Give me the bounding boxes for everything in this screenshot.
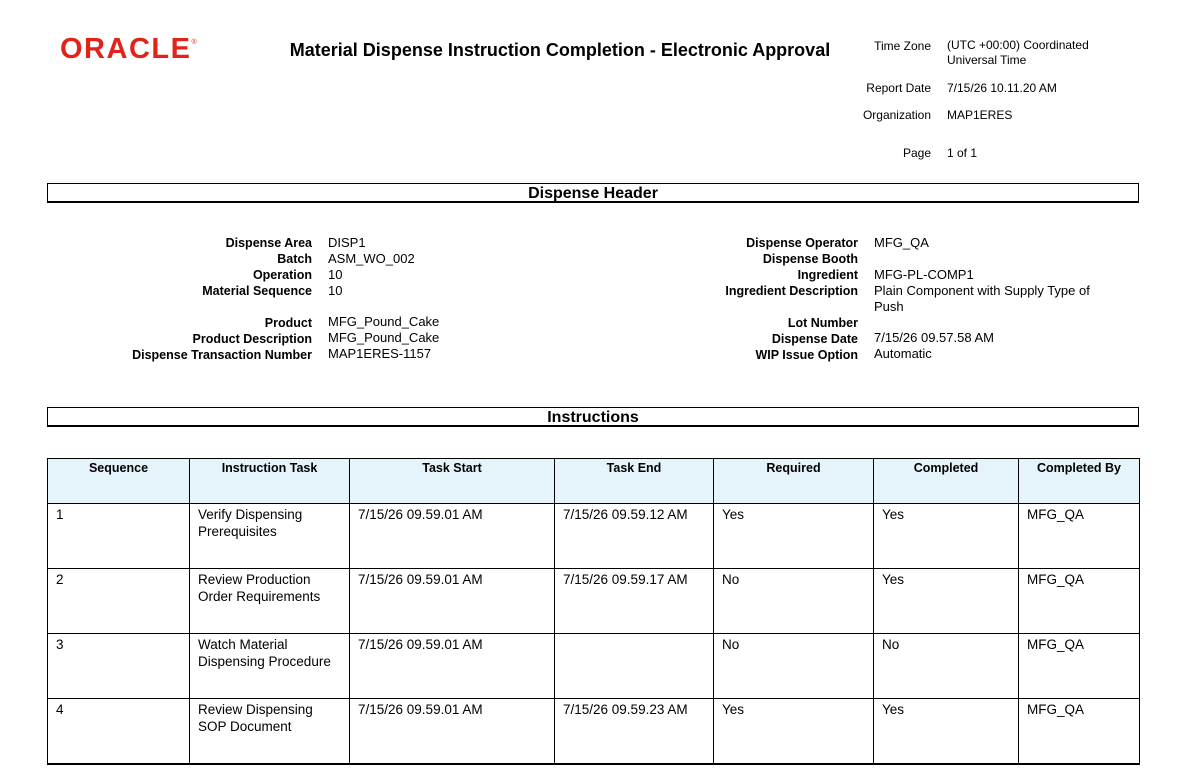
batch-label: Batch [277, 252, 312, 266]
report-date-label: Report Date [866, 81, 931, 95]
cell-task-start: 7/15/26 09.59.01 AM [350, 569, 555, 634]
cell-task-end: 7/15/26 09.59.23 AM [555, 699, 714, 765]
oracle-logo [60, 35, 197, 64]
table-row [48, 699, 1140, 765]
dispense-header-title: Dispense Header [47, 183, 1139, 203]
cell-completed: Yes [874, 569, 1019, 634]
dispense-operator-label: Dispense Operator [746, 236, 858, 250]
ingredient-description-label: Ingredient Description [725, 284, 858, 298]
column-header-completed: Completed [874, 459, 1019, 504]
dispense-operator-value: MFG_QA [874, 235, 929, 250]
ingredient-description-value: Plain Component with Supply Type of Push [874, 283, 1090, 314]
cell-instruction-task: Watch Material Dispensing Procedure [190, 634, 350, 699]
dispense-transaction-number-value: MAP1ERES-1157 [328, 346, 432, 361]
cell-sequence: 2 [48, 569, 190, 634]
column-header-instruction-task: Instruction Task [190, 459, 350, 504]
product-value: MFG_Pound_Cake [328, 314, 440, 329]
time-zone-value: (UTC +00:00) Coordinated Universal Time [947, 38, 1089, 67]
dispense-booth-label: Dispense Booth [762, 252, 858, 266]
product-label: Product [264, 316, 312, 330]
instructions-table [47, 458, 1140, 765]
cell-task-end: 7/15/26 09.59.17 AM [555, 569, 714, 634]
report-title: Material Dispense Instruction Completion - Electronic Approval [289, 40, 831, 60]
cell-completed: Yes [874, 504, 1019, 569]
cell-task-start: 7/15/26 09.59.01 AM [350, 699, 555, 765]
dispense-transaction-number-label: Dispense Transaction Number [132, 348, 312, 362]
operation-label: Operation [252, 268, 312, 282]
logo-text: ORACLE [60, 33, 192, 65]
product-description-value: MFG_Pound_Cake [328, 330, 440, 345]
page-label: Page [902, 146, 931, 160]
cell-required: No [714, 569, 874, 634]
column-header-required: Required [714, 459, 874, 504]
lot-number-label: Lot Number [787, 316, 858, 330]
column-header-task-start: Task Start [350, 459, 555, 504]
cell-task-end: 7/15/26 09.59.12 AM [555, 504, 714, 569]
organization-value: MAP1ERES [947, 108, 1013, 122]
column-header-task-end: Task End [555, 459, 714, 504]
product-description-label: Product Description [192, 332, 312, 346]
cell-completed: Yes [874, 699, 1019, 765]
cell-completed-by: MFG_QA [1019, 634, 1140, 699]
cell-instruction-task: Review Dispensing SOP Document [190, 699, 350, 765]
column-header-sequence: Sequence [48, 459, 190, 504]
batch-value: ASM_WO_002 [328, 251, 415, 266]
material-sequence-label: Material Sequence [202, 284, 312, 298]
cell-instruction-task: Review Production Order Requirements [190, 569, 350, 634]
cell-sequence: 4 [48, 699, 190, 765]
cell-required: Yes [714, 699, 874, 765]
cell-completed-by: MFG_QA [1019, 569, 1140, 634]
dispense-date-label: Dispense Date [771, 332, 858, 346]
ingredient-value: MFG-PL-COMP1 [874, 267, 974, 282]
column-header-completed-by: Completed By [1019, 459, 1140, 504]
material-sequence-value: 10 [328, 283, 343, 298]
report-date-value: 7/15/26 10.11.20 AM [947, 81, 1057, 95]
cell-required: No [714, 634, 874, 699]
cell-completed-by: MFG_QA [1019, 699, 1140, 765]
page-value: 1 of 1 [947, 146, 978, 160]
time-zone-label: Time Zone [874, 39, 931, 53]
instructions-title: Instructions [47, 407, 1139, 427]
cell-task-end [555, 634, 714, 699]
dispense-area-label: Dispense Area [225, 236, 312, 250]
cell-task-start: 7/15/26 09.59.01 AM [350, 504, 555, 569]
cell-sequence: 3 [48, 634, 190, 699]
dispense-date-value: 7/15/26 09.57.58 AM [874, 330, 994, 345]
organization-label: Organization [862, 108, 931, 122]
cell-instruction-task: Verify Dispensing Prerequisites [190, 504, 350, 569]
cell-completed-by: MFG_QA [1019, 504, 1140, 569]
registered-mark: ® [191, 39, 197, 46]
wip-issue-option-label: WIP Issue Option [755, 348, 858, 362]
table-row [48, 634, 1140, 699]
cell-task-start: 7/15/26 09.59.01 AM [350, 634, 555, 699]
table-row [48, 504, 1140, 569]
cell-required: Yes [714, 504, 874, 569]
cell-sequence: 1 [48, 504, 190, 569]
wip-issue-option-value: Automatic [874, 346, 932, 361]
dispense-area-value: DISP1 [328, 235, 366, 250]
cell-completed: No [874, 634, 1019, 699]
ingredient-label: Ingredient [797, 268, 858, 282]
table-header-row [48, 459, 1140, 504]
operation-value: 10 [328, 267, 343, 282]
table-row [48, 569, 1140, 634]
